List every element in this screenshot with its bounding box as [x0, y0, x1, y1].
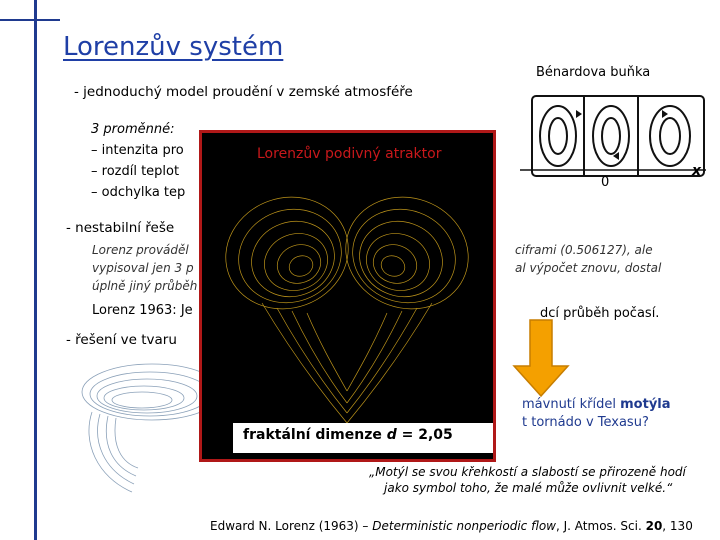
reference-title: Deterministic nonperiodic flow — [372, 519, 556, 533]
variable-item: – odchylka tep — [91, 185, 186, 200]
variables-heading: 3 proměnné: — [91, 122, 175, 137]
quote-line2: jako symbol toho, že malé může ovlivnit velké.“ — [384, 481, 673, 495]
reference — [210, 519, 693, 533]
benard-axis-zero: 0 — [601, 175, 610, 190]
butterfly-word: motýla — [620, 397, 671, 412]
solution-heading: - řešení ve tvaru — [66, 332, 177, 348]
fractal-symbol: d — [386, 427, 397, 443]
fractal-value: = 2,05 — [396, 427, 453, 443]
benard-cell-diagram — [520, 90, 710, 190]
lorenz-1963-left: Lorenz 1963: Je — [92, 303, 193, 318]
unstable-heading: - nestabilní řeše — [66, 220, 175, 236]
butterfly-question-line1 — [522, 397, 671, 412]
lorenz-text-line1-left: Lorenz prováděl — [92, 243, 189, 257]
fractal-label-text: fraktální dimenze — [243, 427, 387, 443]
lorenz-text-line2-right: al výpočet znovu, dostal — [515, 261, 662, 275]
reference-volume: 20 — [645, 519, 663, 533]
variable-item: – rozdíl teplot — [91, 164, 180, 179]
lorenz-text-line1-right: ciframi (0.506127), ale — [515, 243, 653, 257]
lorenz-attractor-image — [202, 133, 493, 459]
reference-author: Edward N. Lorenz (1963) – — [210, 519, 373, 533]
attractor-popup — [199, 130, 496, 462]
benard-axis-x: x — [692, 163, 702, 179]
reference-journal: , J. Atmos. Sci. — [556, 519, 646, 533]
butterfly-question-text: mávnutí křídel — [522, 397, 621, 412]
benard-cell-label: Bénardova buňka — [536, 65, 651, 80]
top-border-line — [0, 19, 60, 21]
quote-line1: „Motýl se svou křehkostí a slabostí se přirozeně hodí — [369, 465, 686, 479]
left-border-line — [34, 0, 37, 540]
variable-item: – intenzita pro — [91, 143, 184, 158]
fractal-dimension-label — [233, 423, 493, 453]
down-arrow-icon — [512, 318, 570, 398]
lorenz-1963-right: dcí průběh počasí. — [540, 306, 660, 321]
butterfly-question-line2: t tornádo v Texasu? — [522, 415, 649, 430]
attractor-title: Lorenzův podivný atraktor — [257, 146, 442, 162]
subtitle: - jednoduchý model proudění v zemské atmosféře — [74, 84, 413, 100]
lorenz-text-line2-left: vypisoval jen 3 p — [92, 261, 194, 275]
slide-title: Lorenzův systém — [63, 32, 284, 62]
lorenz-text-line3-left: úplně jiný průběh — [92, 279, 198, 293]
reference-pages: , 130 — [662, 519, 693, 533]
